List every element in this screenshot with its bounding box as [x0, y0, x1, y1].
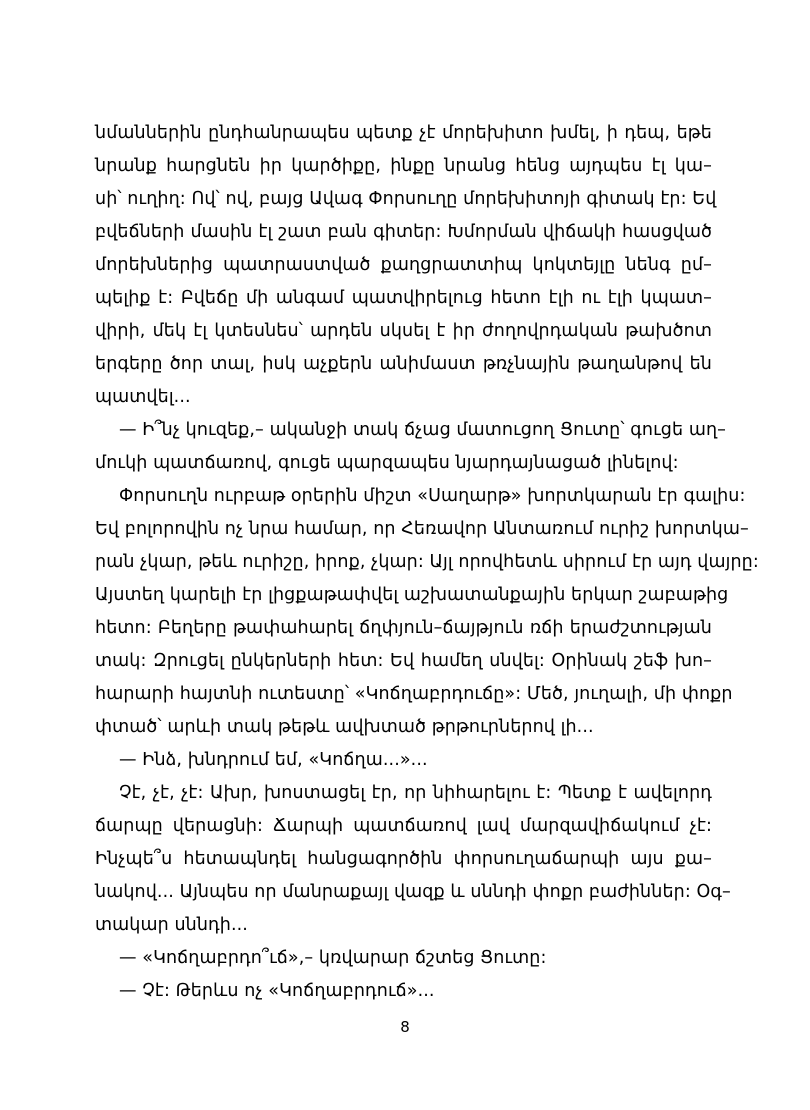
text-line: տակ: Զրուցել ընկերների հետ: Եվ համեղ սնվել: Օրինակ շեֆ խո– — [95, 651, 712, 671]
text-line: մուկի պատճառով, գուցե պարզապես նյարդայնացած լինելով: — [95, 453, 679, 473]
text-line: պելիք է: Բվեճը մի անգամ պատվիրելուց հետո էլի ու էլի կպատ– — [95, 288, 712, 308]
text-line: րան չկար, թեև ուրիշը, իրոք, չկար: Այլ որովհետև սիրում էր այդ վայրը: — [95, 552, 759, 572]
text-line: հարարի հայտնի ուտեստը՝ «Կոճղաբրդուճը»: Մեծ, յուղալի, մի փոքր — [95, 684, 733, 704]
text-line: Եվ բոլորովին ոչ նրա համար, որ Հեռավոր Անտառում ուրիշ խորտկա– — [95, 519, 749, 539]
page-number: 8 — [400, 1018, 410, 1036]
dialogue-line: — Ինձ, խնդրում եմ, «Կոճղա...»... — [119, 750, 428, 770]
text-line: պատվել... — [95, 387, 191, 407]
text-line: մորեխներից պատրաստված քաղցրատտիպ կոկտեյլը նենգ ըմ– — [95, 255, 712, 275]
text-line: Ինչպե՞ս հետապնդել հանցագործին փորսուղաճարպի այս քա– — [95, 849, 712, 869]
text-line: բվեճների մասին էլ շատ բան գիտեր: Խմորման վիճակի հասցված — [95, 222, 712, 242]
text-line: Այստեղ կարելի էր լիցքաթափվել աշխատանքային երկար շաբաթից — [95, 585, 729, 605]
text-line: նակով... Այնպես որ մանրաքայլ վազք և սննդի փոքր բաժիններ: Օգ– — [95, 882, 731, 902]
dialogue-line: — Ի՞նչ կուզեք,– ականջի տակ ճչաց մատուցող Ցուտը՝ գուցե աղ– — [119, 420, 727, 440]
text-line: տակար սննդի... — [95, 915, 248, 935]
text-line: վիրի, մեկ էլ կտեսնես՝ արդեն սկսել է իր ժողովրդական թախծոտ — [95, 321, 712, 341]
paragraph-start-line: Փորսուղն ուրբաթ օրերին միշտ «Սաղարթ» խորտկարան էր գալիս: — [119, 486, 746, 506]
body-text — [95, 117, 759, 1008]
text-line: հետո: Բեղերը թափահարել ճղփյուն–ճայթյուն ռճի երաժշտության — [95, 618, 712, 638]
paragraph-start-line: Չէ, չէ, չէ: Ախր, խոստացել էր, որ նիհարելու է: Պետք է ավելորդ — [119, 783, 712, 803]
dialogue-line: — «Կոճղաբրդո՞ւճ»,– կռվարար ճշտեց Ցուտը: — [119, 948, 547, 968]
text-line: ճարպը վերացնի: Ճարպի պատճառով լավ մարզավիճակում չէ: — [95, 816, 712, 836]
text-line: նմաններին ընդհանրապես պետք չէ մորեխիտո խմել, ի դեպ, եթե — [95, 123, 712, 143]
text-line: սի՝ ուղիղ: Ով՝ ով, բայց Ավագ Փորսուղը մորեխիտոյի գիտակ էր: Եվ — [95, 189, 717, 209]
text-line: երգերը ծոր տալ, իսկ աչքերն անիմաստ թռչնային թաղանթով են — [95, 354, 712, 374]
text-line: նրանք հարցնեն իր կարծիքը, ինքը նրանց հենց այդպես էլ կա– — [95, 156, 712, 176]
text-line: փտած՝ արևի տակ թեթև ավխտած թրթուրներով լի... — [95, 717, 594, 737]
dialogue-line: — Չէ: Թերևս ոչ «Կոճղաբրդուճ»... — [119, 981, 435, 1001]
